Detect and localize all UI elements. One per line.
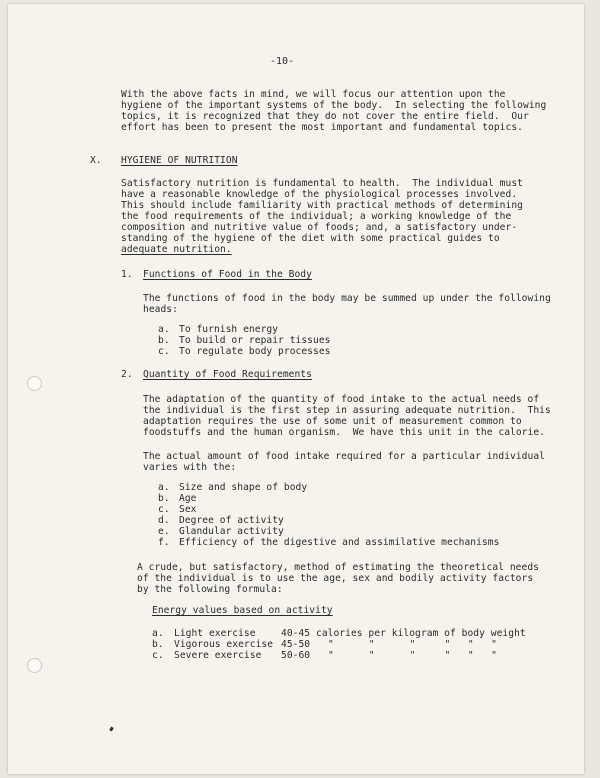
table-cell-range: 50-60 bbox=[281, 650, 311, 661]
subsection-number: 2. bbox=[121, 369, 133, 380]
text-line: topics, it is recognized that they do not cover the entire field. Our bbox=[121, 111, 529, 122]
subsection-number: 1. bbox=[121, 269, 133, 280]
text-line: adaptation requires the use of some unit of measurement common to bbox=[143, 416, 522, 427]
text-line: of the individual is to use the age, sex and bodily activity factors bbox=[137, 573, 534, 584]
list-item-letter: f. bbox=[158, 537, 170, 548]
text-line: by the following formula: bbox=[137, 584, 283, 595]
text-line: standing of the hygiene of the diet with some practical guides to bbox=[121, 233, 500, 244]
text-line: adequate nutrition. bbox=[121, 244, 232, 255]
list-item-letter: c. bbox=[158, 346, 170, 357]
section-numeral: X. bbox=[90, 155, 102, 166]
table-cell-range: 40-45 bbox=[281, 628, 311, 639]
text-line: This should include familiarity with practical methods of determining bbox=[121, 200, 523, 211]
list-item-letter: d. bbox=[158, 515, 170, 526]
table-cell-activity: Vigorous exercise bbox=[174, 639, 274, 650]
list-item: Efficiency of the digestive and assimilative mechanisms bbox=[179, 537, 500, 548]
table-cell-range: 45-50 bbox=[281, 639, 311, 650]
text-line: the food requirements of the individual; a working knowledge of the bbox=[121, 211, 512, 222]
list-item-letter: a. bbox=[158, 482, 170, 493]
list-item: Degree of activity bbox=[179, 515, 284, 526]
text-line: With the above facts in mind, we will focus our attention upon the bbox=[121, 89, 506, 100]
text-line: The adaptation of the quantity of food intake to the actual needs of bbox=[143, 394, 540, 405]
text-line: composition and nutritive value of foods; and, a satisfactory under- bbox=[121, 222, 518, 233]
energy-heading: Energy values based on activity bbox=[152, 605, 333, 616]
text-line: Satisfactory nutrition is fundamental to health. The individual must bbox=[121, 178, 523, 189]
list-item-letter: a. bbox=[158, 324, 170, 335]
text-line: The functions of food in the body may be summed up under the following bbox=[143, 293, 551, 304]
table-cell-letter: a. bbox=[152, 628, 164, 639]
text-line: foodstuffs and the human organism. We have this unit in the calorie. bbox=[143, 427, 545, 438]
list-item-letter: b. bbox=[158, 335, 170, 346]
list-item-letter: e. bbox=[158, 526, 170, 537]
subsection-title: Functions of Food in the Body bbox=[143, 269, 312, 280]
subsection-title: Quantity of Food Requirements bbox=[143, 369, 312, 380]
list-item: Size and shape of body bbox=[179, 482, 308, 493]
table-cell-unit: " " " " " " bbox=[328, 639, 497, 650]
text-line: varies with the: bbox=[143, 462, 237, 473]
punch-hole bbox=[27, 658, 42, 673]
list-item: To build or repair tissues bbox=[179, 335, 331, 346]
punch-hole bbox=[27, 376, 42, 391]
text-line: hygiene of the important systems of the body. In selecting the following bbox=[121, 100, 547, 111]
table-cell-activity: Light exercise bbox=[174, 628, 256, 639]
section-title: HYGIENE OF NUTRITION bbox=[121, 155, 238, 166]
text-line: heads: bbox=[143, 304, 178, 315]
text-line: effort has been to present the most important and fundamental topics. bbox=[121, 122, 523, 133]
text-line: The actual amount of food intake required for a particular individual bbox=[143, 451, 545, 462]
list-item: To furnish energy bbox=[179, 324, 279, 335]
page-number: -10- bbox=[270, 56, 295, 67]
list-item: Age bbox=[179, 493, 197, 504]
text-line: have a reasonable knowledge of the physiological processes involved. bbox=[121, 189, 518, 200]
list-item-letter: c. bbox=[158, 504, 170, 515]
list-item: Sex bbox=[179, 504, 197, 515]
list-item: Glandular activity bbox=[179, 526, 284, 537]
table-cell-letter: b. bbox=[152, 639, 164, 650]
list-item: To regulate body processes bbox=[179, 346, 331, 357]
list-item-letter: b. bbox=[158, 493, 170, 504]
text-line: the individual is the first step in assuring adequate nutrition. This bbox=[143, 405, 551, 416]
table-cell-unit: " " " " " " bbox=[328, 650, 497, 661]
table-cell-unit: calories per kilogram of body weight bbox=[316, 628, 526, 639]
table-cell-letter: c. bbox=[152, 650, 164, 661]
table-cell-activity: Severe exercise bbox=[174, 650, 262, 661]
text-line: A crude, but satisfactory, method of estimating the theoretical needs bbox=[137, 562, 539, 573]
